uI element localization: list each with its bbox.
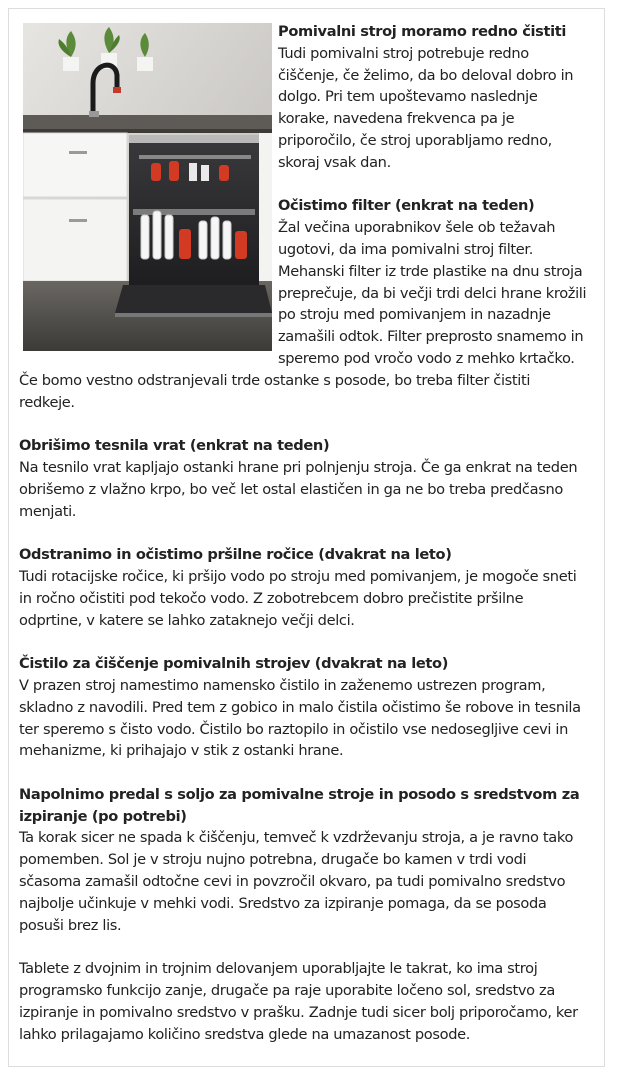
section-spray-arms: [19, 544, 589, 631]
section-text: Žal večina uporabnikov šele ob težavah ugotovi, da ima pomivalni stroj filter. Mehanski filter iz trde plastike na dnu stroja preprečuje, da bi večji trdi delci hrane krožili po stroju med pomivanjem in nazadnje zamašili odtok. Filter preprosto snamemo in speremo pod vročo vodo z mehko krtačko. Če bomo vestno odstranjevali trde ostanke s posode, bo treba filter čistiti redkeje.: [19, 219, 587, 411]
section-heading: Napolnimo predal s soljo za pomivalne stroje in posodo s sredstvom za izpiranje (po potrebi): [19, 785, 580, 825]
section-text: Ta korak sicer ne spada k čiščenju, temveč k vzdrževanju stroja, a je ravno tako pomemben. Sol je v stroju nujno potrebna, drugače bo kamen v trdi vodi sčasoma zamašil odtočne cevi in povzročil okvaro, pa tudi pomivalno sredstvo najbolje učinkuje v mehki vodi. Sredstvo za izpiranje pomaga, da se posoda posuši brez lis.: [19, 829, 574, 934]
section-door-seals: [19, 435, 589, 522]
dishwasher-image: [23, 23, 272, 351]
section-heading: Obrišimo tesnila vrat (enkrat na teden): [19, 437, 330, 455]
article-body: [19, 21, 589, 1045]
article-card: [8, 8, 605, 1067]
section-heading: Pomivalni stroj moramo redno čistiti: [278, 23, 567, 40]
section-cleaner: [19, 653, 589, 762]
section-text: Tudi pomivalni stroj potrebuje redno čiščenje, če želimo, da bo deloval dobro in dolgo. Pri tem upoštevamo naslednje korake, navedena frekvenca pa je priporočilo, če stroj uporabljamo redno, skoraj vsak dan.: [278, 44, 574, 171]
section-text: Tablete z dvojnim in trojnim delovanjem uporabljajte le takrat, ko ima stroj programsko funkcijo zanje, drugače pa raje uporabite ločeno sol, sredstvo za izpiranje in pomivalno sredstvo v prašku. Zadnje tudi sicer bolj priporočamo, ker lahko prilagajamo količino sredstva glede na umazanost posode.: [19, 960, 578, 1043]
section-heading: Odstranimo in očistimo pršilne ročice (dvakrat na leto): [19, 546, 452, 564]
section-heading: Očistimo filter (enkrat na teden): [278, 197, 535, 215]
section-tablets: [19, 958, 589, 1045]
section-heading: Čistilo za čiščenje pomivalnih strojev (dvakrat na leto): [19, 655, 449, 673]
section-text: Na tesnilo vrat kapljajo ostanki hrane pri polnjenju stroja. Če ga enkrat na teden obrišemo z vlažno krpo, bo več let ostal elastičen in ga ne bo treba predčasno menjati.: [19, 458, 578, 520]
section-salt-rinse: [19, 784, 589, 937]
section-text: V prazen stroj namestimo namensko čistilo in zaženemo ustrezen program, skladno z navodili. Pred tem z gobico in malo čistila očistimo še robove in tesnila ter speremo s čisto vodo. Čistilo bo raztopilo in očistilo vse nedosegljive cevi in mehanizme, ki prihajajo v stik z ostanki hrane.: [19, 676, 581, 760]
section-text: Tudi rotacijske ročice, ki pršijo vodo po stroju med pomivanjem, je mogoče sneti in ročno očistiti pod tekočo vodo. Z zobotrebcem dobro prečistite pršilne odprtine, v katere se lahko zataknejo večji delci.: [19, 567, 577, 629]
